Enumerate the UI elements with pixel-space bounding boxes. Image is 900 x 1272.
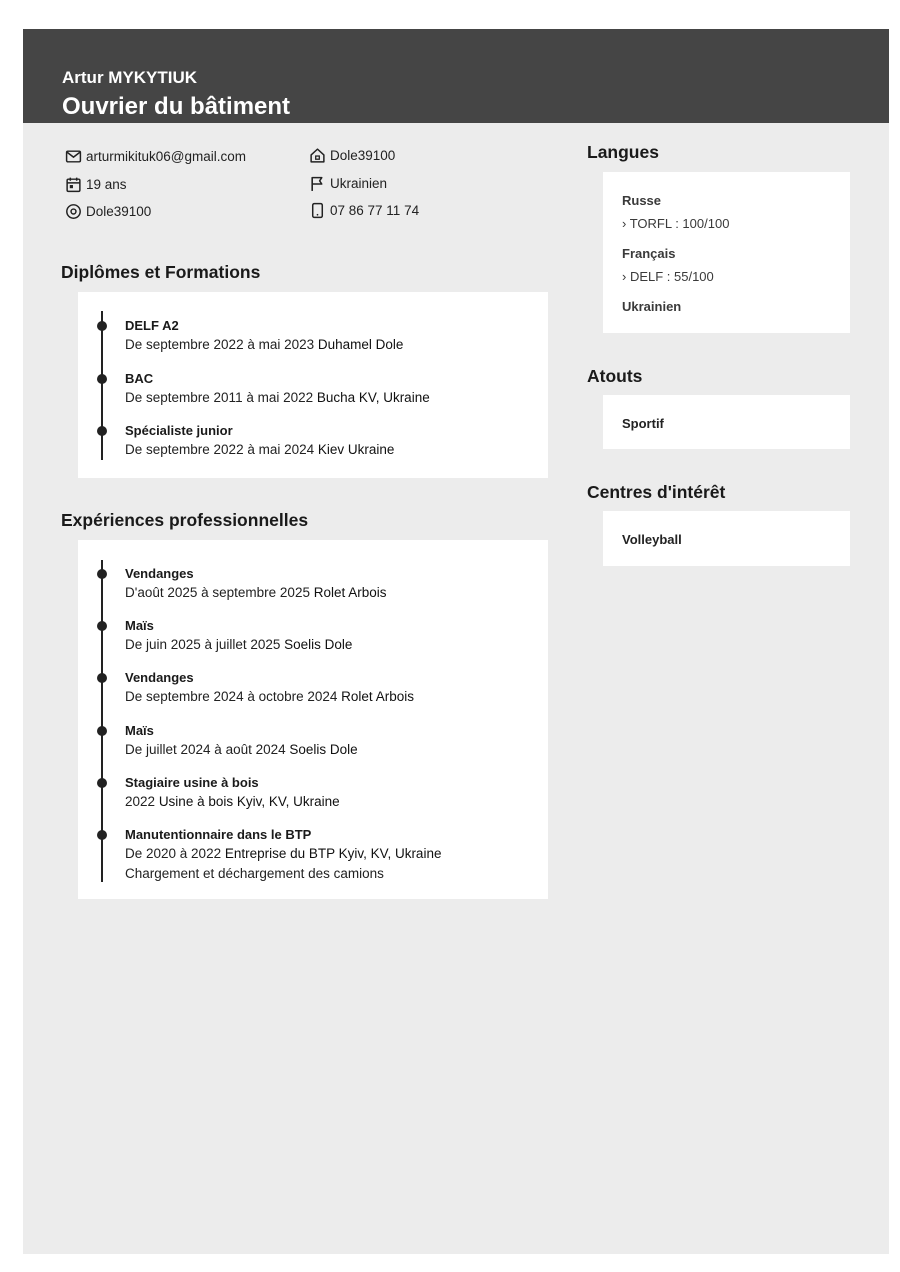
experience-title: Maïs [125, 618, 154, 633]
contact-age [65, 176, 127, 193]
experience-place: Entreprise du BTP Kyiv, KV, Ukraine [224, 846, 442, 861]
location-text: Dole39100 [86, 204, 152, 219]
education-timeline-line [101, 311, 103, 460]
interest-item: Volleyball [622, 532, 682, 547]
age-text: 19 ans [86, 177, 127, 192]
timeline-dot [97, 621, 107, 631]
experience-dates: 2022 [125, 794, 156, 809]
contact-address [309, 147, 395, 164]
strength-item: Sportif [622, 416, 664, 431]
experience-place: Rolet Arbois [341, 689, 414, 704]
header-banner [23, 29, 889, 123]
language-level: › DELF : 55/100 [622, 269, 714, 284]
phone-text: 07 86 77 11 74 [330, 203, 420, 218]
timeline-dot [97, 374, 107, 384]
education-place: Kiev Ukraine [317, 442, 395, 457]
location-pin-icon [65, 203, 82, 220]
education-dates: De septembre 2022 à mai 2023 [125, 337, 315, 352]
envelope-icon [65, 148, 82, 165]
language-name: Français [622, 246, 676, 261]
resume-page [23, 29, 889, 1254]
experience-place: Soelis Dole [284, 637, 353, 652]
person-name: Artur MYKYTIUK [62, 68, 198, 87]
timeline-dot [97, 726, 107, 736]
education-place: Bucha KV, Ukraine [316, 390, 430, 405]
experience-dates: De 2020 à 2022 [125, 846, 222, 861]
education-details [125, 337, 403, 352]
contact-email[interactable] [65, 148, 246, 165]
timeline-dot [97, 673, 107, 683]
experience-place: Usine à bois Kyiv, KV, Ukraine [158, 794, 340, 809]
experience-dates: De septembre 2024 à octobre 2024 [125, 689, 338, 704]
education-title: Spécialiste junior [125, 423, 233, 438]
languages-section-title: Langues [587, 142, 659, 162]
experience-title: Vendanges [125, 670, 194, 685]
contact-phone[interactable] [309, 202, 419, 219]
experience-details [125, 585, 387, 600]
language-name: Ukrainien [622, 299, 682, 314]
education-place: Duhamel Dole [317, 337, 404, 352]
experience-title: Maïs [125, 723, 154, 738]
experience-details [125, 846, 441, 861]
address-text: Dole39100 [330, 148, 396, 163]
email-text: arturmikituk06@gmail.com [86, 149, 246, 164]
experience-title: Stagiaire usine à bois [125, 775, 259, 790]
experience-details [125, 742, 358, 757]
education-card [78, 292, 548, 478]
timeline-dot [97, 778, 107, 788]
experience-details [125, 637, 352, 652]
nationality-text: Ukrainien [330, 176, 388, 191]
interests-card [603, 511, 850, 566]
contact-nationality [309, 175, 387, 192]
flag-icon [309, 175, 326, 192]
education-details [125, 390, 430, 405]
experience-card [78, 540, 548, 899]
education-dates: De septembre 2022 à mai 2024 [125, 442, 315, 457]
contact-location [65, 203, 151, 220]
experience-section-title: Expériences professionnelles [61, 510, 309, 530]
education-section-title: Diplômes et Formations [61, 262, 261, 282]
languages-card [603, 172, 850, 333]
experience-title: Manutentionnaire dans le BTP [125, 827, 312, 842]
education-title: DELF A2 [125, 318, 179, 333]
education-title: BAC [125, 371, 154, 386]
experience-dates: De juillet 2024 à août 2024 [125, 742, 286, 757]
experience-title: Vendanges [125, 566, 194, 581]
home-icon [309, 147, 326, 164]
experience-details [125, 794, 340, 809]
strengths-section-title: Atouts [587, 366, 643, 386]
job-title: Ouvrier du bâtiment [62, 93, 291, 120]
calendar-icon [65, 176, 82, 193]
timeline-dot [97, 426, 107, 436]
strengths-card [603, 395, 850, 449]
experience-details [125, 689, 414, 704]
phone-icon [309, 202, 326, 219]
timeline-dot [97, 321, 107, 331]
experience-description: Chargement et déchargement des camions [125, 866, 384, 881]
experience-place: Soelis Dole [289, 742, 358, 757]
education-dates: De septembre 2011 à mai 2022 [125, 390, 314, 405]
timeline-dot [97, 569, 107, 579]
language-level: › TORFL : 100/100 [622, 216, 730, 231]
experience-dates: D'août 2025 à septembre 2025 [125, 585, 310, 600]
experience-dates: De juin 2025 à juillet 2025 [125, 637, 281, 652]
language-name: Russe [622, 193, 662, 208]
interests-section-title: Centres d'intérêt [587, 482, 726, 502]
education-details [125, 442, 394, 457]
timeline-dot [97, 830, 107, 840]
experience-place: Rolet Arbois [313, 585, 387, 600]
